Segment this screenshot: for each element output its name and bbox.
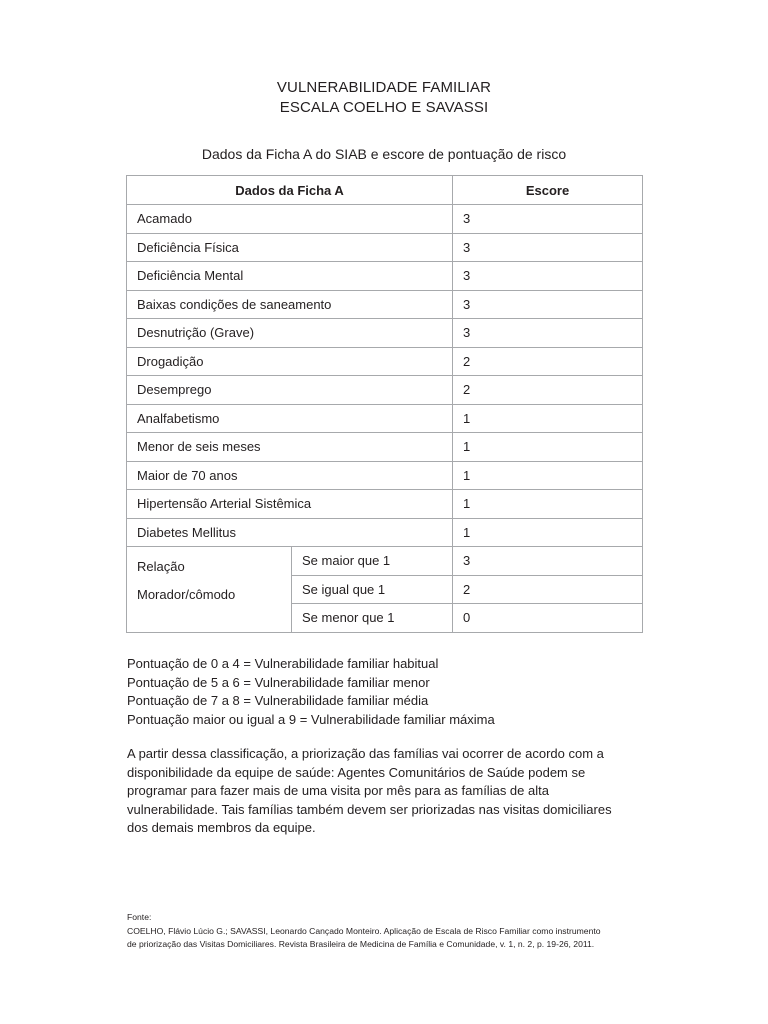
table-row [127,290,643,319]
relation-score: 0 [453,604,643,633]
table-row [127,205,643,234]
row-score: 1 [453,461,643,490]
row-item: Acamado [127,205,453,234]
table-row [127,347,643,376]
table-row [127,433,643,462]
row-score: 1 [453,433,643,462]
row-score: 2 [453,376,643,405]
relation-condition: Se menor que 1 [292,604,453,633]
table-row [127,404,643,433]
row-score: 3 [453,290,643,319]
title-line-2: ESCALA COELHO E SAVASSI [279,99,489,116]
row-score: 3 [453,233,643,262]
row-score: 1 [453,490,643,519]
risk-score-table [126,175,643,633]
table-caption: Dados da Ficha A do SIAB e escore de pontuação de risco [201,146,567,162]
row-item: Hipertensão Arterial Sistêmica [127,490,453,519]
table-header-row [127,176,643,205]
row-item: Deficiência Mental [127,262,453,291]
score-range-line: Pontuação de 5 a 6 = Vulnerabilidade familiar menor [127,674,430,690]
table-row [127,518,643,547]
paragraph-line: programar para fazer mais de uma visita por mês para as famílias de alta [127,783,549,798]
relation-label-line-1: Relação [137,559,185,574]
source-label: Fonte: [127,912,152,922]
row-score: 2 [453,347,643,376]
table-row [127,490,643,519]
row-item: Baixas condições de saneamento [127,290,453,319]
paragraph-line: disponibilidade da equipe de saúde: Agentes Comunitários de Saúde podem se [127,764,586,780]
paragraph-line: vulnerabilidade. Tais famílias também devem ser priorizadas nas visitas domiciliares [127,801,612,817]
score-range-line: Pontuação maior ou igual a 9 = Vulnerabilidade familiar máxima [127,711,495,727]
table-row [127,233,643,262]
relation-score: 2 [453,575,643,604]
relation-condition: Se maior que 1 [292,547,453,576]
header-item: Dados da Ficha A [127,176,453,205]
relation-condition: Se igual que 1 [292,575,453,604]
table-row [127,547,643,576]
title-line-1: VULNERABILIDADE FAMILIAR [276,79,492,96]
relation-label [127,547,292,633]
table-row [127,376,643,405]
score-ranges [127,655,495,729]
row-item: Analfabetismo [127,404,453,433]
prioritization-paragraph [127,745,627,838]
row-score: 3 [453,205,643,234]
row-score: 3 [453,262,643,291]
row-item: Desemprego [127,376,453,405]
row-score: 1 [453,404,643,433]
source-line-1: COELHO, Flávio Lúcio G.; SAVASSI, Leonardo Cançado Monteiro. Aplicação de Escala de Risco Familiar como instrumento [127,925,601,936]
table-row [127,319,643,348]
row-item: Deficiência Física [127,233,453,262]
row-item: Menor de seis meses [127,433,453,462]
source-citation [127,911,647,952]
row-item: Diabetes Mellitus [127,518,453,547]
row-score: 3 [453,319,643,348]
relation-label-line-2: Morador/cômodo [137,587,236,602]
score-range-line: Pontuação de 7 a 8 = Vulnerabilidade familiar média [127,693,429,708]
table-row [127,461,643,490]
score-range-line: Pontuação de 0 a 4 = Vulnerabilidade familiar habitual [127,656,439,671]
table-row [127,262,643,291]
paragraph-line: dos demais membros da equipe. [127,820,316,835]
row-item: Maior de 70 anos [127,461,453,490]
row-score: 1 [453,518,643,547]
paragraph-line: A partir dessa classificação, a priorização das famílias vai ocorrer de acordo com a [127,746,604,761]
relation-score: 3 [453,547,643,576]
row-item: Drogadição [127,347,453,376]
row-item: Desnutrição (Grave) [127,319,453,348]
document-title [0,78,768,118]
header-score: Escore [453,176,643,205]
source-line-2: de priorização das Visitas Domiciliares. Revista Brasileira de Medicina de Família e Comunidade, v. 1, n. 2, p. 19-26, 2011. [127,939,595,949]
